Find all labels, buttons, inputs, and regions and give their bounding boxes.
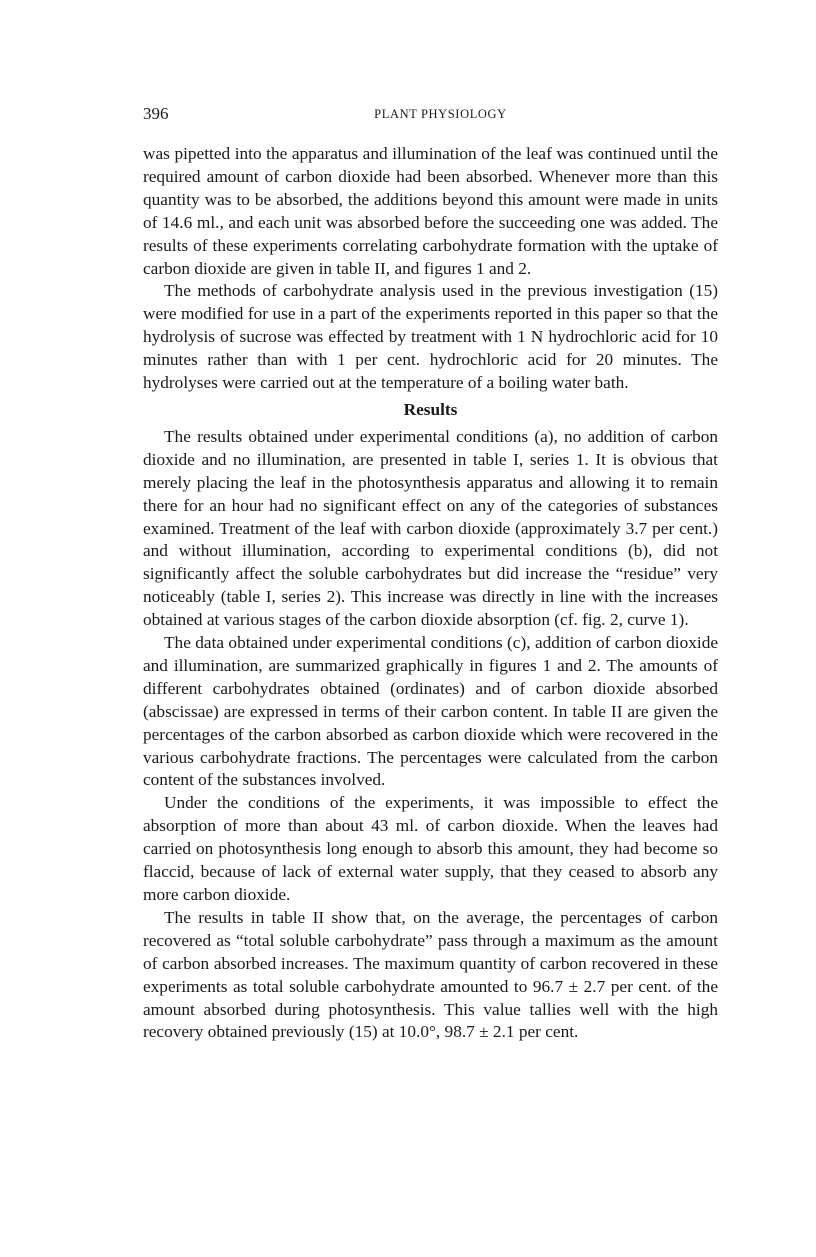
section-heading-results: Results <box>403 399 458 419</box>
article-body <box>143 143 718 1044</box>
running-head: PLANT PHYSIOLOGY <box>374 107 507 121</box>
paragraph-results-4: The results in table II show that, on the average, the percentages of carbon recovered as “total soluble carbohydrate” pass through a maximum as the amount of carbon absorbed increases. The maximum quantity of carbon recovered in these experiments as total soluble carbohydrate amounted to 96.7 ± 2.7 per cent. of the amount absorbed during photosynthesis. This value tallies well with the high recovery obtained previously (15) at 10.0°, 98.7 ± 2.1 per cent. <box>143 907 718 1042</box>
paragraph-continued: was pipetted into the apparatus and illumination of the leaf was continued until the required amount of carbon dioxide had been absorbed. Whenever more than this quantity was to be absorbed, the additions beyond this amount were made in units of 14.6 ml., and each unit was absorbed before the succeeding one was added. The results of these experiments correlating carbohydrate formation with the uptake of carbon dioxide are given in table II, and figures 1 and 2. <box>143 144 718 278</box>
page-header <box>143 104 718 126</box>
paragraph-results-3: Under the conditions of the experiments, it was impossible to effect the absorption of more than about 43 ml. of carbon dioxide. When the leaves had carried on photosynthesis long enough to absorb this amount, they had become so flaccid, because of lack of external water supply, that they ceased to absorb any more carbon dioxide. <box>143 793 718 904</box>
paragraph-methods: The methods of carbohydrate analysis used in the previous investigation (15) were modified for use in a part of the experiments reported in this paper so that the hydrolysis of sucrose was effected by treatment with 1 N hydrochloric acid for 10 minutes rather than with 1 per cent. hydrochloric acid for 20 minutes. The hydrolyses were carried out at the temperature of a boiling water bath. <box>143 281 718 393</box>
paragraph-results-2: The data obtained under experimental conditions (c), addition of carbon dioxide and illumination, are summarized graphically in figures 1 and 2. The amounts of different carbohydrates obtained (ordinates) and of carbon dioxide absorbed (abscissae) are expressed in terms of their carbon content. In table II are given the percentages of the carbon absorbed as carbon dioxide which were recovered in the various carbohydrate fractions. The percentages were calculated from the carbon content of the substances involved. <box>143 633 718 790</box>
paragraph-results-1: The results obtained under experimental conditions (a), no addition of carbon dioxide and no illumination, are presented in table I, series 1. It is obvious that merely placing the leaf in the photosynthesis apparatus and allowing it to remain there for an hour had no significant effect on any of the categories of substances examined. Treatment of the leaf with carbon dioxide (approximately 3.7 per cent.) and without illumination, according to experimental conditions (b), did not significantly affect the soluble carbohydrates but did increase the “residue” very noticeably (table I, series 2). This increase was directly in line with the increases obtained at various stages of the carbon dioxide absorption (cf. fig. 2, curve 1). <box>143 426 718 630</box>
page-number: 396 <box>143 104 169 123</box>
